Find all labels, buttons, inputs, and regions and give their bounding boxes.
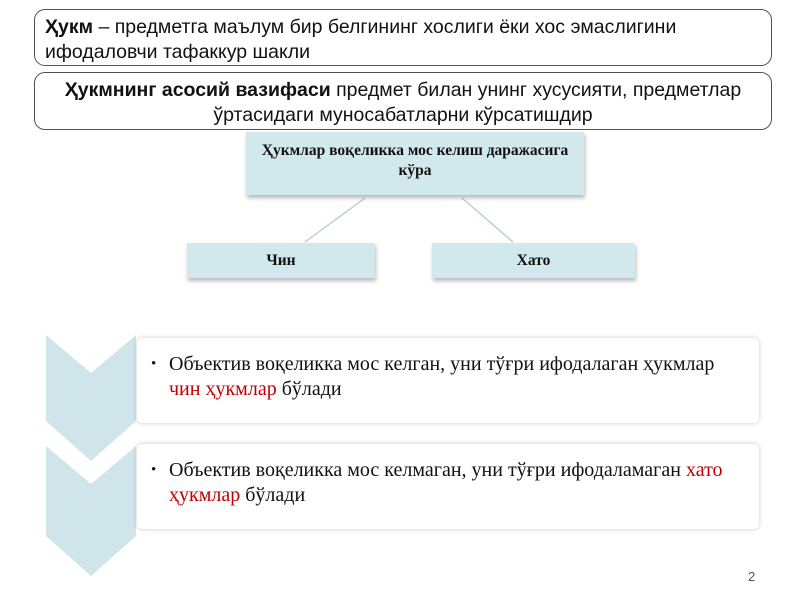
definition-text: – предметга маълум бир белгининг хослиги ёки хос эмаслигини ифодаловчи тафаккур шакли bbox=[45, 16, 677, 63]
page-number: 2 bbox=[748, 569, 756, 584]
chevron-arrow-2 bbox=[46, 446, 142, 581]
highlight-true-judgments: чин ҳукмлар bbox=[169, 378, 277, 400]
statement-card-false bbox=[137, 444, 759, 529]
definition-term: Ҳукм bbox=[45, 16, 94, 38]
diagram-node-false: Хато bbox=[432, 243, 635, 278]
bullet-icon: • bbox=[151, 462, 157, 478]
diagram-root-node: Ҳукмлар воқеликка мос келиш даражасига кўра bbox=[246, 132, 584, 195]
bullet-icon: • bbox=[151, 356, 157, 372]
diagram-node-true: Чин bbox=[187, 243, 375, 278]
statement-card-true bbox=[137, 338, 759, 423]
statement-text: Объектив воқеликка мос келган, уни тўғри ифодалаган ҳукмлар чин ҳукмлар бўлади bbox=[169, 353, 715, 400]
main-function-text: предмет билан унинг хусусияти, предметлар ўртасидаги муносабатларни кўрсатишдир bbox=[213, 79, 742, 126]
connector-to-true bbox=[305, 198, 365, 242]
statement-text: Объектив воқеликка мос келмаган, уни тўғри ифодаламаган хато ҳукмлар бўлади bbox=[169, 459, 723, 506]
connector-to-false bbox=[462, 198, 513, 242]
highlight-false-judgments: хато ҳукмлар bbox=[169, 459, 723, 506]
main-function-term: Ҳукмнинг асосий вазифаси bbox=[64, 79, 331, 101]
